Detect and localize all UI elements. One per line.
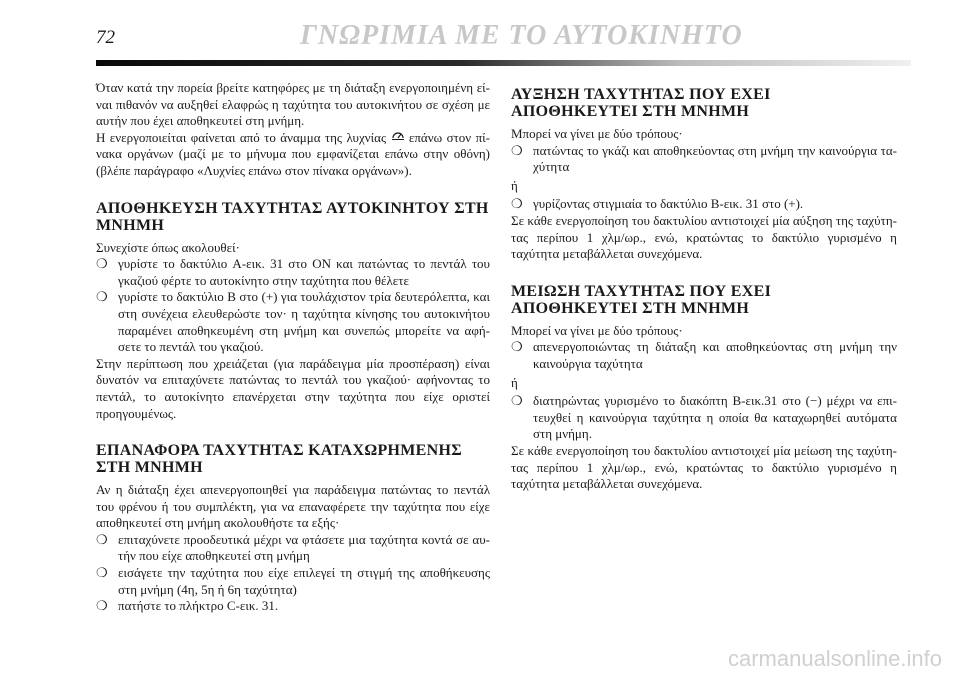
bullet-icon: ❍ (96, 565, 108, 581)
increase-lead: Μπορεί να γίνει με δύο τρόπους· (511, 126, 683, 141)
indicator-paragraph: Η ενεργοποιείται φαίνεται από το άναμμα της λυχνίας επάνω στον πίνακα οργάνων (μαζί με το μήνυμα που εμφανίζεται επάνω στην οθόνη) (βλέπε παράγραφο «Λυχνίες επάνω στον πίνακα οργάνων»). (96, 129, 490, 178)
increase-note: Σε κάθε ενεργοποίηση του δακτυλίου αντιστοιχεί μία αύξηση της ταχύτητας περίπου 1 χλμ/ωρ., ενώ, κρατώντας το δακτύλιο γυρισμένο η ταχύτητα μεταβάλλεται συνεχόμενα. (511, 212, 897, 262)
bullet-icon: ❍ (511, 142, 523, 158)
list-item: ❍ γυρίζοντας στιγμιαία το δακτύλιο B-εικ. 31 στο (+). (511, 196, 804, 212)
list-item: ❍ πατήστε το πλήκτρο C-εικ. 31. (96, 598, 279, 614)
heading-store-speed: ΑΠΟΘΗΚΕΥΣΗ ΤΑΧΥΤΗΤΑΣ ΑΥΤΟΚΙΝΗΤΟΥ ΣΤΗ ΜΝΗΜΗ (96, 199, 489, 234)
list-item: ❍ γυρίστε το δακτύλιο B στο (+) για τουλάχιστον τρία δευτερόλεπτα, και στη συνέχεια ελευθερώστε τον· η ταχύτητα κίνησης του αυτοκινήτου παραμένει αποθηκευμένη στη μνήμη και συνεπώς μπορείτε να αφήσετε το πεντάλ του γκαζιού. (96, 289, 490, 355)
increase-steps (511, 143, 897, 176)
or-separator: ή (511, 374, 518, 390)
bullet-icon: ❍ (96, 598, 108, 614)
list-item: ❍ πατώντας το γκάζι και αποθηκεύοντας στη μνήμη την καινούργια ταχύτητα (511, 142, 897, 175)
section-title: ΓΝΩΡΙΜΙΑ ΜΕ ΤΟ ΑΥΤΟΚΙΝΗΤΟ (300, 20, 743, 51)
bullet-icon: ❍ (511, 339, 523, 355)
restore-lead: Αν η διάταξη έχει απενεργοποιηθεί για παράδειγμα πατώντας το πεντάλ του φρένου ή του συμπλέκτη, για να επαναφέρετε την ταχύτητα που είχε αποθηκευτεί στη μνήμη ακολουθήστε τα εξής· (96, 482, 490, 531)
page-number: 72 (96, 27, 115, 48)
store-steps (96, 256, 490, 356)
watermark: carmanualsonline.info (727, 646, 942, 671)
bullet-icon: ❍ (511, 196, 523, 212)
decrease-note: Σε κάθε ενεργοποίηση του δακτυλίου αντιστοιχεί μία μείωση της ταχύτητας περίπου 1 χλμ/ωρ., ενώ, κρατώντας το δακτύλιο γυρισμένο η ταχύτητα μεταβάλλεται συνεχόμενα. (511, 442, 897, 492)
or-separator: ή (511, 177, 518, 193)
heading-increase-speed: ΑΥΞΗΣΗ ΤΑΧΥΤΗΤΑΣ ΠΟΥ ΕΧΕΙ ΑΠΟΘΗΚΕΥΤΕΙ ΣΤΗ ΜΝΗΜΗ (511, 86, 771, 120)
list-item: ❍ εισάγετε την ταχύτητα που είχε επιλεγεί τη στιγμή της αποθήκευσης στη μνήμη (4η, 5η ή 6η ταχύτητα) (96, 565, 490, 597)
heading-restore-speed: ΕΠΑΝΑΦΟΡΑ ΤΑΧΥΤΗΤΑΣ ΚΑΤΑΧΩΡΗΜΕΝΗΣ ΣΤΗ ΜΝΗΜΗ (96, 442, 462, 477)
list-item: ❍ επιταχύνετε προοδευτικά μέχρι να φτάσετε μια ταχύτητα κοντά σε αυτήν που είχε αποθηκευτεί στη μνήμη (96, 531, 490, 564)
cruise-control-lamp-icon (391, 130, 405, 147)
store-lead: Συνεχίστε όπως ακολουθεί· (96, 239, 240, 255)
list-item: ❍ γυρίστε το δακτύλιο A-εικ. 31 στο ON και πατώντας το πεντάλ του γκαζιού φέρτε το αυτοκίνητο στην ταχύτητα που θέλετε (96, 256, 490, 288)
heading-decrease-speed: ΜΕΙΩΣΗ ΤΑΧΥΤΗΤΑΣ ΠΟΥ ΕΧΕΙ ΑΠΟΘΗΚΕΥΤΕΙ ΣΤΗ ΜΝΗΜΗ (511, 282, 772, 317)
decrease-lead: Μπορεί να γίνει με δύο τρόπους· (511, 322, 683, 338)
list-item: ❍ απενεργοποιώντας τη διάταξη και αποθηκεύοντας στη μνήμη την καινούργια ταχύτητα (511, 339, 897, 371)
decrease-steps (511, 339, 897, 372)
list-item: ❍ διατηρώντας γυρισμένο το διακόπτη B-εικ.31 στο (−) μέχρι να επιτευχθεί η καινούργια ταχύτητα η οποία θα καταχωρηθεί αυτόματα στη μνήμη. (511, 393, 897, 442)
store-note: Στην περίπτωση που χρειάζεται (για παράδειγμα μία προσπέραση) είναι δυνατόν να επιταχύνετε πατώντας το πεντάλ του γκαζιού· αφήνοντας το πεντάλ, το αυτοκίνητο επανέρχεται στην ταχύτητα που είχε οριστεί προηγουμένως. (96, 355, 490, 421)
increase-steps-alt (511, 196, 897, 213)
bullet-icon: ❍ (96, 531, 108, 547)
bullet-icon: ❍ (511, 393, 523, 409)
restore-steps (96, 532, 490, 615)
decrease-steps-alt (511, 393, 897, 443)
right-column (511, 86, 897, 493)
header-rule (96, 60, 911, 66)
bullet-icon: ❍ (96, 256, 108, 272)
bullet-icon: ❍ (96, 289, 108, 305)
left-column (96, 80, 490, 615)
intro-paragraph: Όταν κατά την πορεία βρείτε κατηφόρες με τη διάταξη ενεργοποιημένη είναι πιθανόν να αυξηθεί ελαφρώς η ταχύτητα του αυτοκινήτου σε σχέση με αυτήν που έχει αποθηκευτεί στη μνήμη. (96, 80, 490, 129)
